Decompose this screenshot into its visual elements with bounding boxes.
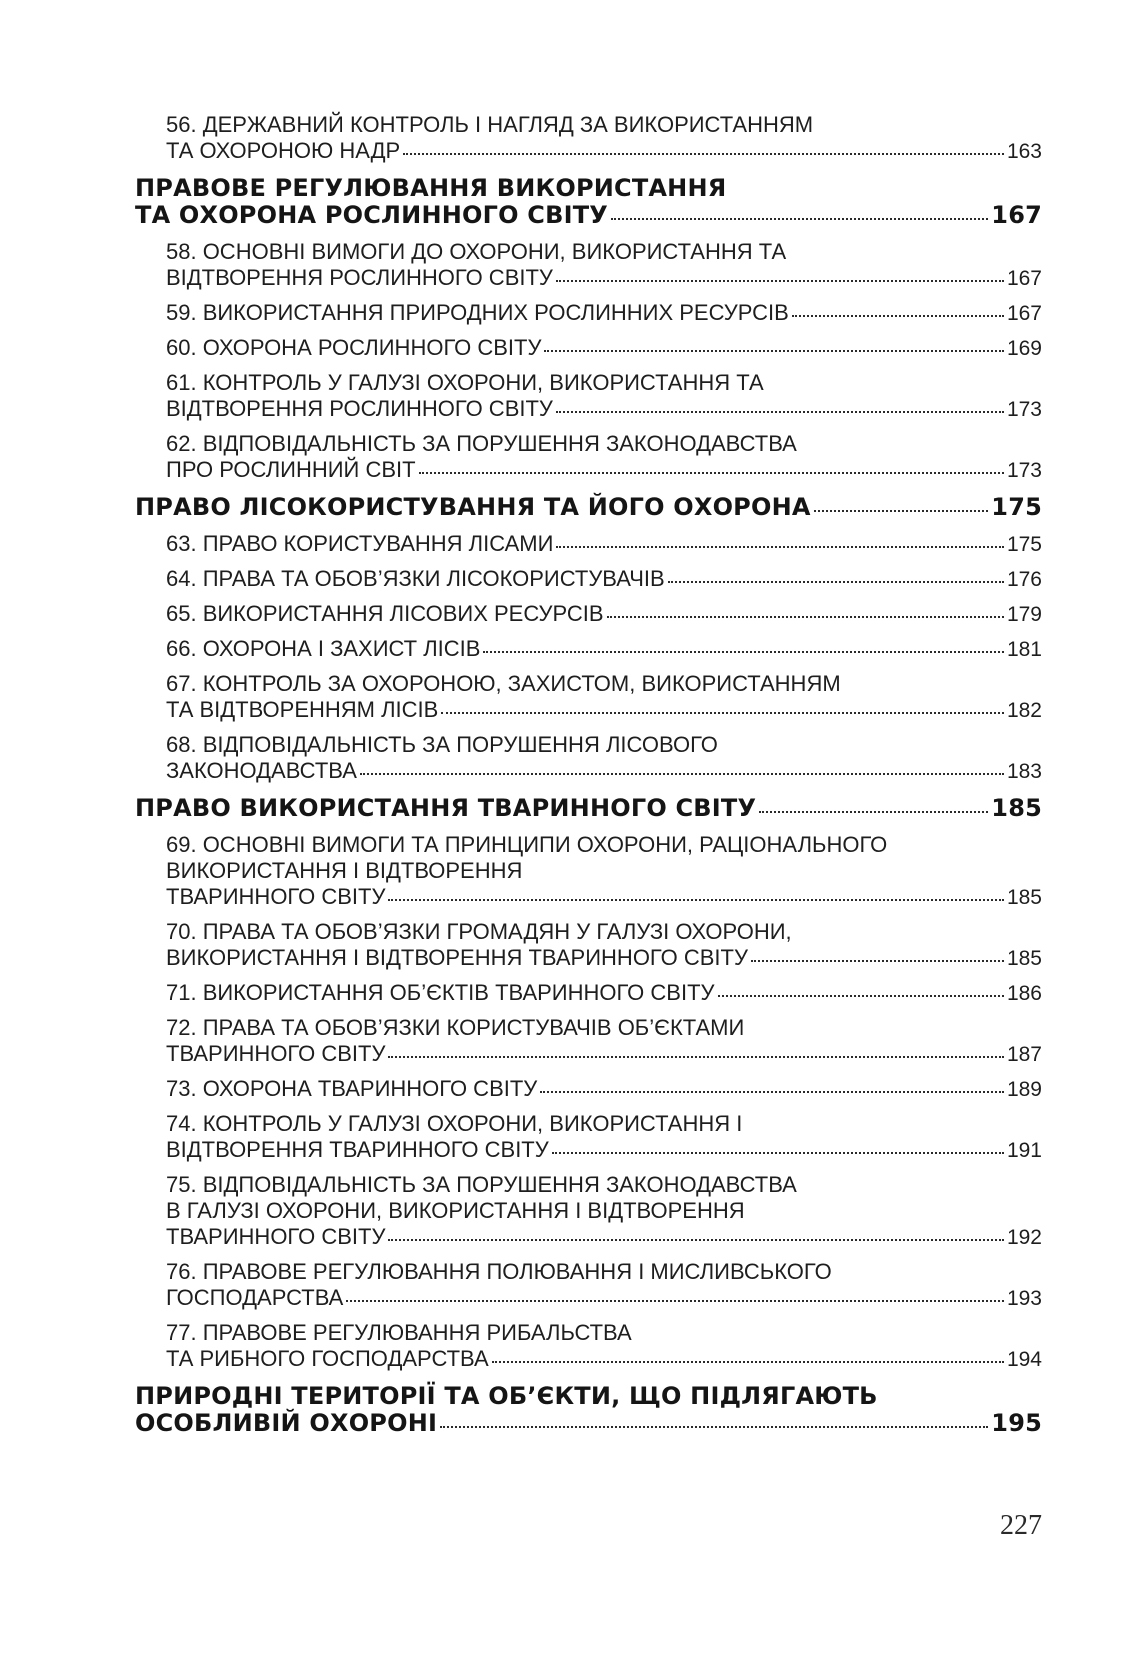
dot-leader xyxy=(556,411,1004,413)
toc-section-entry[interactable] xyxy=(166,531,1042,558)
dot-leader xyxy=(492,1361,1004,1363)
dot-leader xyxy=(403,153,1004,155)
toc-section-entry[interactable] xyxy=(166,671,1042,724)
toc-entry-title-line: ТА ОХОРОНОЮ НАДР xyxy=(166,138,401,163)
toc-entry-title-line: ПРАВО ВИКОРИСТАННЯ ТВАРИННОГО СВІТУ xyxy=(135,794,757,822)
toc-page-number: 185 xyxy=(991,794,1042,822)
toc-section-entry[interactable] xyxy=(166,1172,1042,1251)
toc-entry-title-line: 71. ВИКОРИСТАННЯ ОБ’ЄКТІВ ТВАРИННОГО СВІТУ xyxy=(166,980,715,1005)
toc-chapter-heading[interactable] xyxy=(135,795,1042,822)
toc-page-number: 193 xyxy=(1006,1287,1042,1310)
toc-entry-title-line: 76. ПРАВОВЕ РЕГУЛЮВАННЯ ПОЛЮВАННЯ І МИСЛИВСЬКОГО xyxy=(166,1259,832,1284)
dot-leader xyxy=(552,1152,1004,1154)
toc-entry-title-line: 66. ОХОРОНА І ЗАХИСТ ЛІСІВ xyxy=(166,636,481,661)
toc-section-entry[interactable] xyxy=(166,980,1042,1007)
toc-entry-title-line: 70. ПРАВА ТА ОБОВ’ЯЗКИ ГРОМАДЯН У ГАЛУЗІ ОХОРОНИ, xyxy=(166,919,792,944)
toc-page-number: 192 xyxy=(1006,1226,1042,1249)
toc-entry-title-line: 72. ПРАВА ТА ОБОВ’ЯЗКИ КОРИСТУВАЧІВ ОБ’ЄКТАМИ xyxy=(166,1015,745,1040)
toc-entry-title-line: ТА РИБНОГО ГОСПОДАРСТВА xyxy=(166,1346,489,1371)
toc-entry-title-line: 61. КОНТРОЛЬ У ГАЛУЗІ ОХОРОНИ, ВИКОРИСТАННЯ ТА xyxy=(166,370,764,395)
toc-entry-title-line: 62. ВІДПОВІДАЛЬНІСТЬ ЗА ПОРУШЕННЯ ЗАКОНОДАВСТВА xyxy=(166,431,797,456)
toc-entry-title-line: ПРАВОВЕ РЕГУЛЮВАННЯ ВИКОРИСТАННЯ xyxy=(135,174,727,202)
toc-entry-title-line: 58. ОСНОВНІ ВИМОГИ ДО ОХОРОНИ, ВИКОРИСТАННЯ ТА xyxy=(166,239,787,264)
toc-entry-title-line: ТВАРИННОГО СВІТУ xyxy=(166,1224,386,1249)
toc-page-number: 167 xyxy=(1006,302,1042,325)
toc-entry-title-line: ПРО РОСЛИННИЙ СВІТ xyxy=(166,457,416,482)
toc-entry-title-line: ВІДТВОРЕННЯ РОСЛИННОГО СВІТУ xyxy=(166,396,553,421)
toc-section-entry[interactable] xyxy=(166,1320,1042,1373)
toc-page-number: 175 xyxy=(1006,533,1042,556)
toc-section-entry[interactable] xyxy=(166,300,1042,327)
toc-entry-title-line: ГОСПОДАРСТВА xyxy=(166,1285,344,1310)
dot-leader xyxy=(346,1300,1004,1302)
dot-leader xyxy=(751,960,1004,962)
toc-entry-title-line: 67. КОНТРОЛЬ ЗА ОХОРОНОЮ, ЗАХИСТОМ, ВИКОРИСТАННЯМ xyxy=(166,671,841,696)
toc-entry-title-line: 65. ВИКОРИСТАННЯ ЛІСОВИХ РЕСУРСІВ xyxy=(166,601,604,626)
dot-leader xyxy=(388,899,1004,901)
toc-entry-title-line: ЗАКОНОДАВСТВА xyxy=(166,758,357,783)
toc-page-number: 163 xyxy=(1006,140,1042,163)
toc-entry-title-line: 74. КОНТРОЛЬ У ГАЛУЗІ ОХОРОНИ, ВИКОРИСТАННЯ І xyxy=(166,1111,743,1136)
toc-section-entry[interactable] xyxy=(166,601,1042,628)
page-number: 227 xyxy=(1000,1510,1042,1541)
dot-leader xyxy=(607,616,1004,618)
toc-entry-title-line: 63. ПРАВО КОРИСТУВАННЯ ЛІСАМИ xyxy=(166,531,554,556)
dot-leader xyxy=(388,1056,1004,1058)
toc-section-entry[interactable] xyxy=(166,1015,1042,1068)
dot-leader xyxy=(556,280,1004,282)
dot-leader xyxy=(718,995,1004,997)
toc-page-number: 175 xyxy=(991,493,1042,521)
toc-chapter-heading[interactable] xyxy=(135,1383,1042,1437)
dot-leader xyxy=(441,712,1004,714)
toc-section-entry[interactable] xyxy=(166,335,1042,362)
toc-page-number: 183 xyxy=(1006,760,1042,783)
toc-page-number: 167 xyxy=(991,201,1042,229)
dot-leader xyxy=(440,1426,988,1428)
table-of-contents xyxy=(135,104,1042,1437)
toc-section-entry[interactable] xyxy=(166,239,1042,292)
toc-page-number: 185 xyxy=(1006,886,1042,909)
dot-leader xyxy=(792,315,1004,317)
dot-leader xyxy=(540,1091,1004,1093)
toc-page-number: 194 xyxy=(1006,1348,1042,1371)
toc-section-entry[interactable] xyxy=(166,370,1042,423)
dot-leader xyxy=(814,510,989,512)
toc-page-number: 167 xyxy=(1006,267,1042,290)
toc-section-entry[interactable] xyxy=(166,1111,1042,1164)
dot-leader xyxy=(556,546,1004,548)
toc-entry-title-line: 59. ВИКОРИСТАННЯ ПРИРОДНИХ РОСЛИННИХ РЕСУРСІВ xyxy=(166,300,789,325)
toc-page-number: 182 xyxy=(1006,699,1042,722)
dot-leader xyxy=(388,1239,1004,1241)
toc-entry-title-line: В ГАЛУЗІ ОХОРОНИ, ВИКОРИСТАННЯ І ВІДТВОРЕННЯ xyxy=(166,1198,745,1223)
toc-chapter-heading[interactable] xyxy=(135,494,1042,521)
toc-section-entry[interactable] xyxy=(166,431,1042,484)
toc-page-number: 169 xyxy=(1006,337,1042,360)
toc-entry-title-line: 77. ПРАВОВЕ РЕГУЛЮВАННЯ РИБАЛЬСТВА xyxy=(166,1320,632,1345)
toc-entry-title-line: ВИКОРИСТАННЯ І ВІДТВОРЕННЯ xyxy=(166,858,523,883)
toc-entry-title-line: ВІДТВОРЕННЯ РОСЛИННОГО СВІТУ xyxy=(166,265,553,290)
toc-entry-title-line: ВІДТВОРЕННЯ ТВАРИННОГО СВІТУ xyxy=(166,1137,549,1162)
toc-entry-title-line: 60. ОХОРОНА РОСЛИННОГО СВІТУ xyxy=(166,335,542,360)
toc-entry-title-line: 73. ОХОРОНА ТВАРИННОГО СВІТУ xyxy=(166,1076,538,1101)
toc-entry-title-line: ТВАРИННОГО СВІТУ xyxy=(166,884,386,909)
toc-entry-title-line: 64. ПРАВА ТА ОБОВ’ЯЗКИ ЛІСОКОРИСТУВАЧІВ xyxy=(166,566,665,591)
toc-entry-title-line: ВИКОРИСТАННЯ І ВІДТВОРЕННЯ ТВАРИННОГО СВІТУ xyxy=(166,945,748,970)
toc-entry-title-line: 75. ВІДПОВІДАЛЬНІСТЬ ЗА ПОРУШЕННЯ ЗАКОНОДАВСТВА xyxy=(166,1172,797,1197)
toc-entry-title-line: 68. ВІДПОВІДАЛЬНІСТЬ ЗА ПОРУШЕННЯ ЛІСОВОГО xyxy=(166,732,718,757)
toc-entry-title-line: 56. ДЕРЖАВНИЙ КОНТРОЛЬ І НАГЛЯД ЗА ВИКОРИСТАННЯМ xyxy=(166,112,814,137)
toc-page-number: 179 xyxy=(1006,603,1042,626)
toc-section-entry[interactable] xyxy=(166,112,1042,165)
toc-chapter-heading[interactable] xyxy=(135,175,1042,229)
toc-entry-title-line: 69. ОСНОВНІ ВИМОГИ ТА ПРИНЦИПИ ОХОРОНИ, РАЦІОНАЛЬНОГО xyxy=(166,832,888,857)
toc-page-number: 185 xyxy=(1006,947,1042,970)
toc-page-number: 189 xyxy=(1006,1078,1042,1101)
dot-leader xyxy=(544,350,1004,352)
toc-section-entry[interactable] xyxy=(166,566,1042,593)
toc-section-entry[interactable] xyxy=(166,636,1042,663)
toc-page-number: 187 xyxy=(1006,1043,1042,1066)
toc-entry-title-line: ТА ВІДТВОРЕННЯМ ЛІСІВ xyxy=(166,697,439,722)
dot-leader xyxy=(759,811,988,813)
toc-section-entry[interactable] xyxy=(166,919,1042,972)
dot-leader xyxy=(668,581,1004,583)
toc-page-number: 181 xyxy=(1006,638,1042,661)
toc-page-number: 186 xyxy=(1006,982,1042,1005)
dot-leader xyxy=(611,218,988,220)
dot-leader xyxy=(483,651,1003,653)
toc-section-entry[interactable] xyxy=(166,1076,1042,1103)
toc-entry-title-line: ТА ОХОРОНА РОСЛИННОГО СВІТУ xyxy=(135,201,608,229)
toc-entry-title-line: ОСОБЛИВІЙ ОХОРОНІ xyxy=(135,1409,438,1437)
dot-leader xyxy=(360,773,1004,775)
dot-leader xyxy=(419,472,1004,474)
toc-page-number: 176 xyxy=(1006,568,1042,591)
toc-page-number: 191 xyxy=(1006,1139,1042,1162)
toc-section-entry[interactable] xyxy=(166,1259,1042,1312)
toc-page-number: 195 xyxy=(991,1409,1042,1437)
toc-section-entry[interactable] xyxy=(166,832,1042,911)
toc-section-entry[interactable] xyxy=(166,732,1042,785)
toc-entry-title-line: ПРИРОДНІ ТЕРИТОРІЇ ТА ОБ’ЄКТИ, ЩО ПІДЛЯГАЮТЬ xyxy=(135,1382,878,1410)
toc-entry-title-line: ТВАРИННОГО СВІТУ xyxy=(166,1041,386,1066)
toc-page-number: 173 xyxy=(1006,398,1042,421)
toc-entry-title-line: ПРАВО ЛІСОКОРИСТУВАННЯ ТА ЙОГО ОХОРОНА xyxy=(135,493,811,521)
toc-page-number: 173 xyxy=(1006,459,1042,482)
